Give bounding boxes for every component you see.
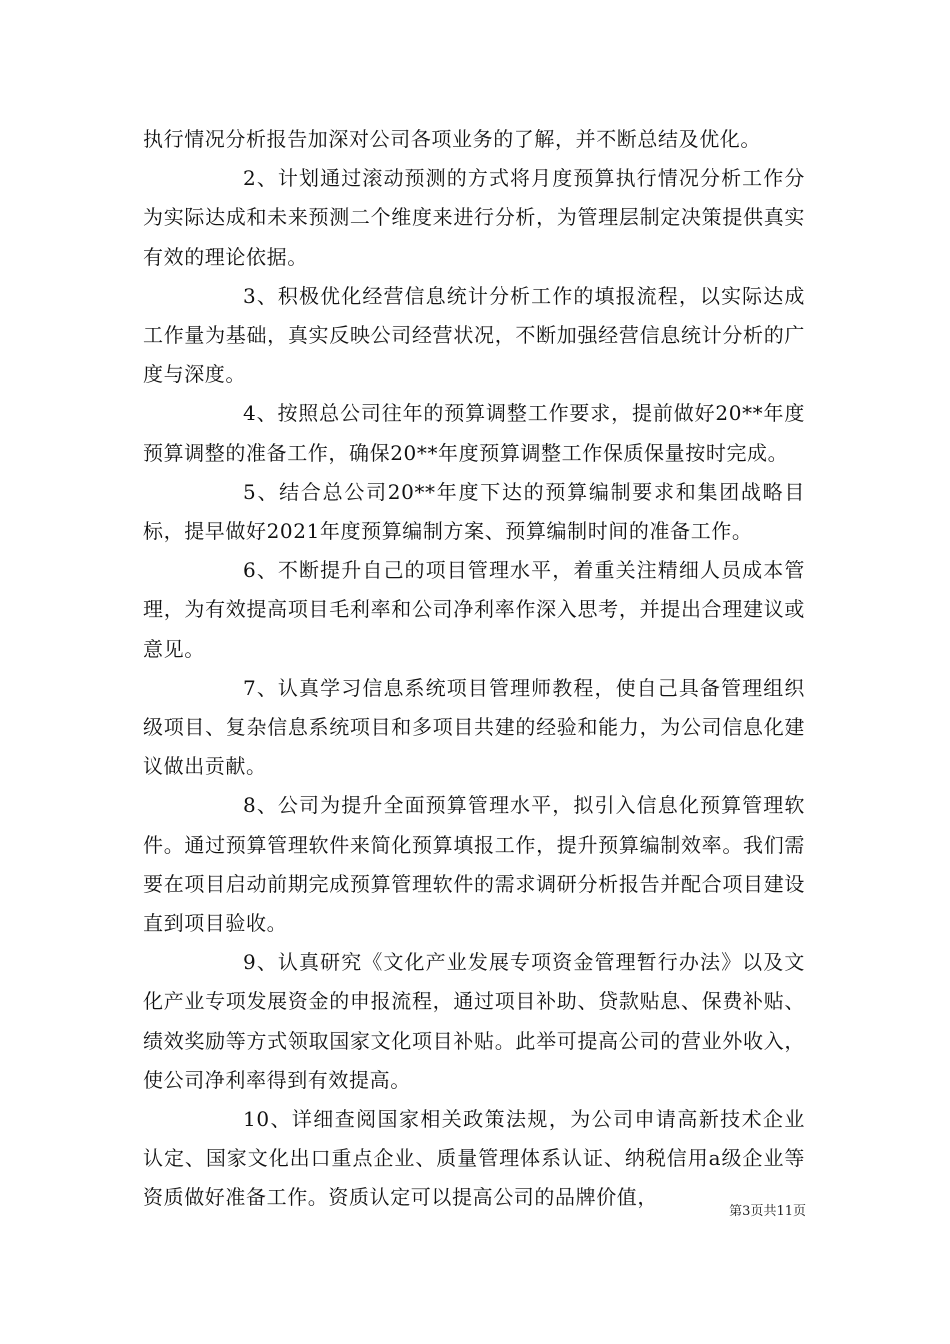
page-number-footer: 第3页共11页 xyxy=(729,1204,806,1219)
paragraph-item-3: 3、积极优化经营信息统计分析工作的填报流程，以实际达成工作量为基础，真实反映公司经营状况，不断加强经营信息统计分析的广度与深度。 xyxy=(143,283,805,387)
paragraph-item-6: 6、不断提升自己的项目管理水平，着重关注精细人员成本管理，为有效提高项目毛利率和公司净利率作深入思考，并提出合理建议或意见。 xyxy=(143,558,805,661)
paragraph-item-10: 10、详细查阅国家相关政策法规，为公司申请高新技术企业认定、国家文化出口重点企业、质量管理体系认证、纳税信用a级企业等资质做好准备工作。资质认定可以提高公司的品牌价值， xyxy=(143,1107,805,1210)
paragraph-item-7: 7、认真学习信息系统项目管理师教程，使自己具备管理组织级项目、复杂信息系统项目和多项目共建的经验和能力，为公司信息化建议做出贡献。 xyxy=(143,675,805,779)
document-body xyxy=(143,120,805,1218)
paragraph-item-5: 5、结合总公司20**年度下达的预算编制要求和集团战略目标，提早做好2021年度预算编制方案、预算编制时间的准备工作。 xyxy=(143,479,805,544)
paragraph-item-8: 8、公司为提升全面预算管理水平，拟引入信息化预算管理软件。通过预算管理软件来简化预算填报工作，提升预算编制效率。我们需要在项目启动前期完成预算管理软件的需求调研分析报告并配合项目建设直到项目验收。 xyxy=(143,793,805,936)
paragraph-item-2: 2、计划通过滚动预测的方式将月度预算执行情况分析工作分为实际达成和未来预测二个维度来进行分析，为管理层制定决策提供真实有效的理论依据。 xyxy=(143,166,805,269)
paragraph-item-4: 4、按照总公司往年的预算调整工作要求，提前做好20**年度预算调整的准备工作，确保20**年度预算调整工作保质保量按时完成。 xyxy=(143,401,805,465)
paragraph-item-9: 9、认真研究《文化产业发展专项资金管理暂行办法》以及文化产业专项发展资金的申报流程，通过项目补助、贷款贴息、保费补贴、绩效奖励等方式领取国家文化项目补贴。此举可提高公司的营业外收入，使公司净利率得到有效提高。 xyxy=(143,950,805,1092)
paragraph-continuation: 执行情况分析报告加深对公司各项业务的了解，并不断总结及优化。 xyxy=(143,127,761,151)
